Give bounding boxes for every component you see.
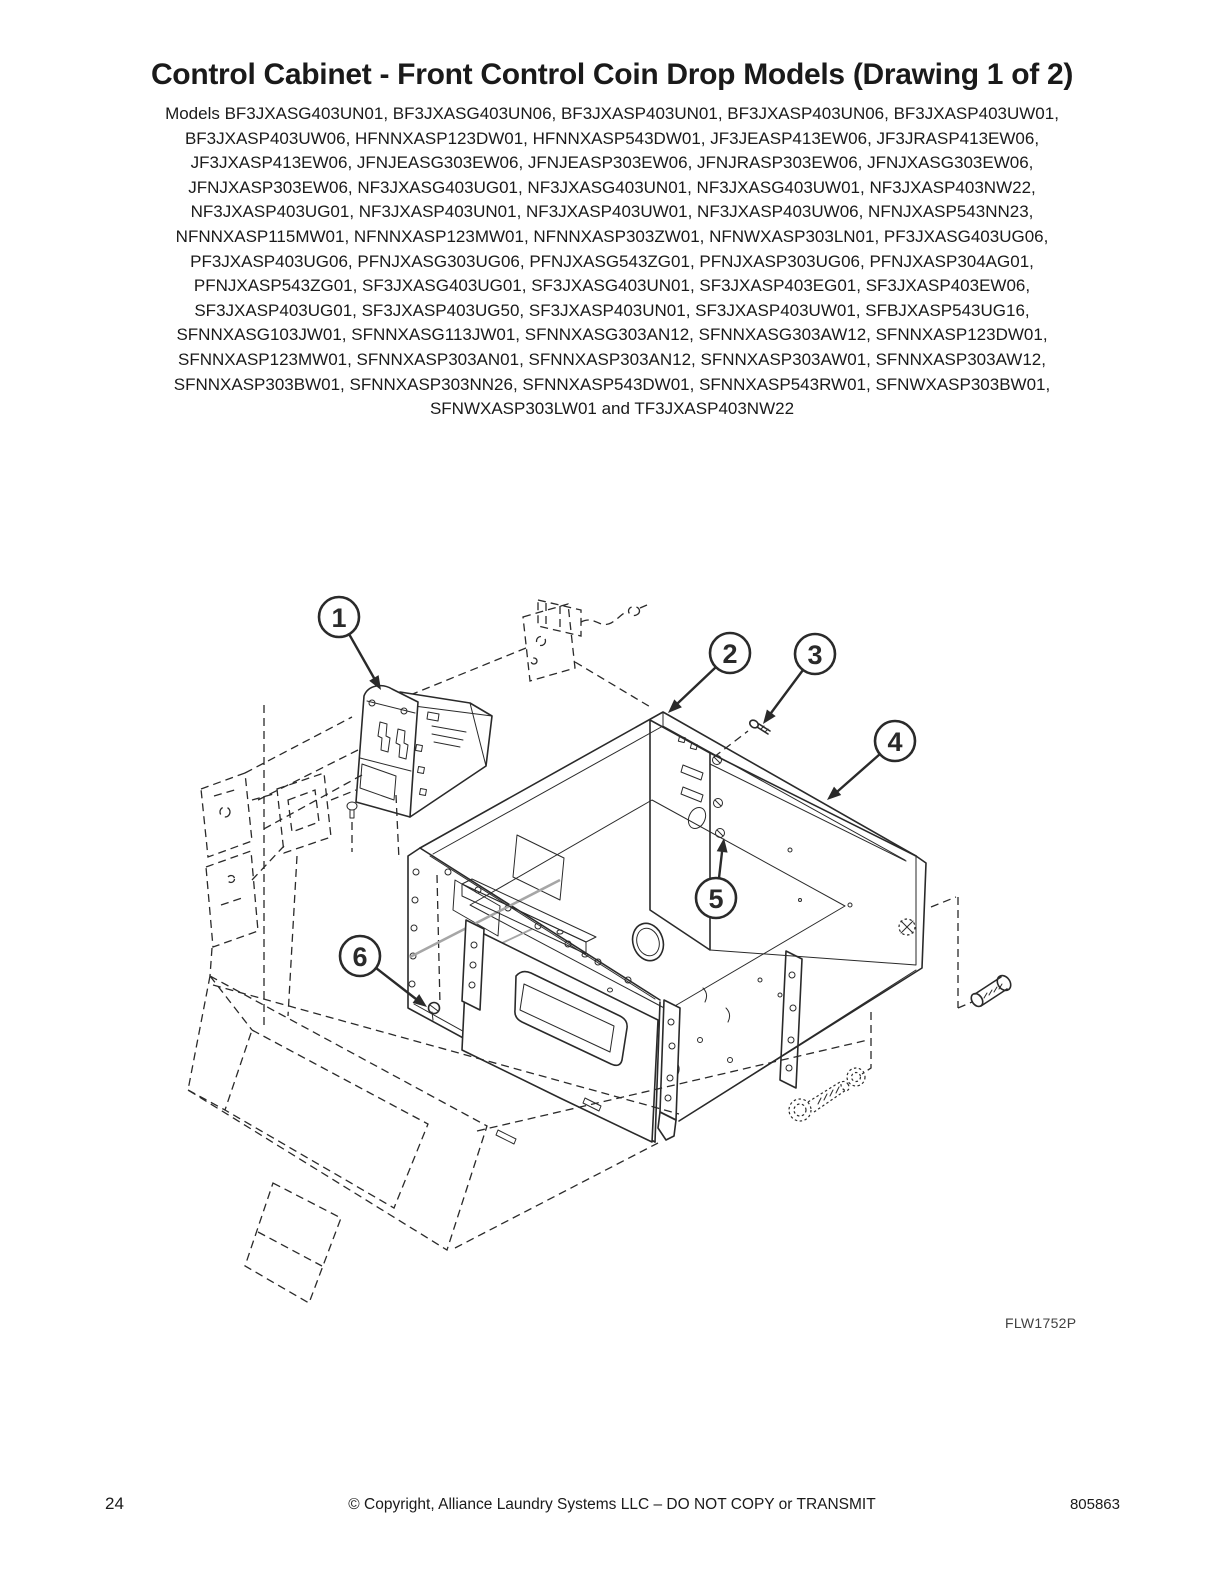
- callout-3-number: 3: [807, 640, 823, 670]
- callout-6: [340, 936, 427, 1007]
- front-mount-bracket: [462, 879, 680, 1144]
- page-number: 24: [105, 1494, 124, 1513]
- phantom-left-brackets: [201, 705, 356, 1025]
- model-line: PF3JXASP403UG06, PFNJXASG303UG06, PFNJXASG543ZG01, PFNJXASP303UG06, PFNJXASP304AG01,: [190, 251, 1034, 271]
- callout-4-number: 4: [887, 727, 903, 757]
- model-line: JF3JXASP413EW06, JFNJEASG303EW06, JFNJEASP303EW06, JFNJRASP303EW06, JFNJXASG303EW06,: [190, 153, 1034, 173]
- callout-3: [763, 634, 835, 724]
- coin-switch-assembly: [388, 600, 652, 708]
- callout-6-number: 6: [352, 942, 368, 972]
- copyright-notice: © Copyright, Alliance Laundry Systems LLC – DO NOT COPY or TRANSMIT: [348, 1496, 876, 1513]
- callout-1-number: 1: [331, 603, 347, 633]
- model-line: NF3JXASP403UG01, NF3JXASP403UN01, NF3JXASP403UW01, NF3JXASP403UW06, NFNJXASP543NN23,: [190, 202, 1034, 222]
- page-footer: [0, 1494, 1224, 1518]
- model-line: SFNNXASP303BW01, SFNNXASP303NN26, SFNNXASP543DW01, SFNNXASP543RW01, SFNWXASP303BW01,: [173, 374, 1051, 394]
- figure-code: FLW1752P: [1005, 1315, 1077, 1331]
- model-line: PFNJXASP543ZG01, SF3JXASG403UG01, SF3JXASG403UN01, SF3JXASP403EG01, SF3JXASP403EW06,: [193, 276, 1031, 296]
- callout-5: [696, 838, 736, 918]
- model-line: SFNNXASG103JW01, SFNNXASG113JW01, SFNNXASG303AN12, SFNNXASG303AW12, SFNNXASP123DW01,: [176, 325, 1048, 345]
- model-line: SF3JXASP403UG01, SF3JXASP403UG50, SF3JXASP403UN01, SF3JXASP403UW01, SFBJXASP543UG16,: [194, 300, 1030, 320]
- model-line: BF3JXASP403UW06, HFNNXASP123DW01, HFNNXASP543DW01, JF3JEASP413EW06, JF3JRASP413EW06,: [184, 128, 1040, 148]
- model-line: NFNNXASP115MW01, NFNNXASP123MW01, NFNNXASP303ZW01, NFNWXASP303LN01, PF3JXASG403UG06,: [175, 226, 1049, 246]
- callout-4: [827, 721, 915, 800]
- callout-5-number: 5: [708, 884, 724, 914]
- model-line: Models BF3JXASG403UN01, BF3JXASG403UN06, BF3JXASP403UN01, BF3JXASP403UN06, BF3JXASP403UW01,: [165, 104, 1059, 123]
- model-line: SFNWXASP303LW01 and TF3JXASP403NW22: [429, 399, 795, 419]
- page-title: Control Cabinet - Front Control Coin Drop Models (Drawing 1 of 2): [150, 58, 1074, 91]
- model-line: JFNJXASP303EW06, NF3JXASG403UG01, NF3JXASG403UN01, NF3JXASG403UW01, NF3JXASP403NW22,: [188, 177, 1036, 197]
- callout-2-number: 2: [722, 639, 738, 669]
- callout-1: [319, 597, 381, 690]
- model-line: SFNNXASP123MW01, SFNNXASP303AN01, SFNNXASP303AN12, SFNNXASP303AW01, SFNNXASP303AW12,: [178, 349, 1046, 369]
- callout-2: [668, 633, 750, 713]
- screw-item-3: [714, 719, 770, 757]
- right-side-fasteners: [789, 897, 1014, 1121]
- document-number: 805863: [1069, 1496, 1120, 1513]
